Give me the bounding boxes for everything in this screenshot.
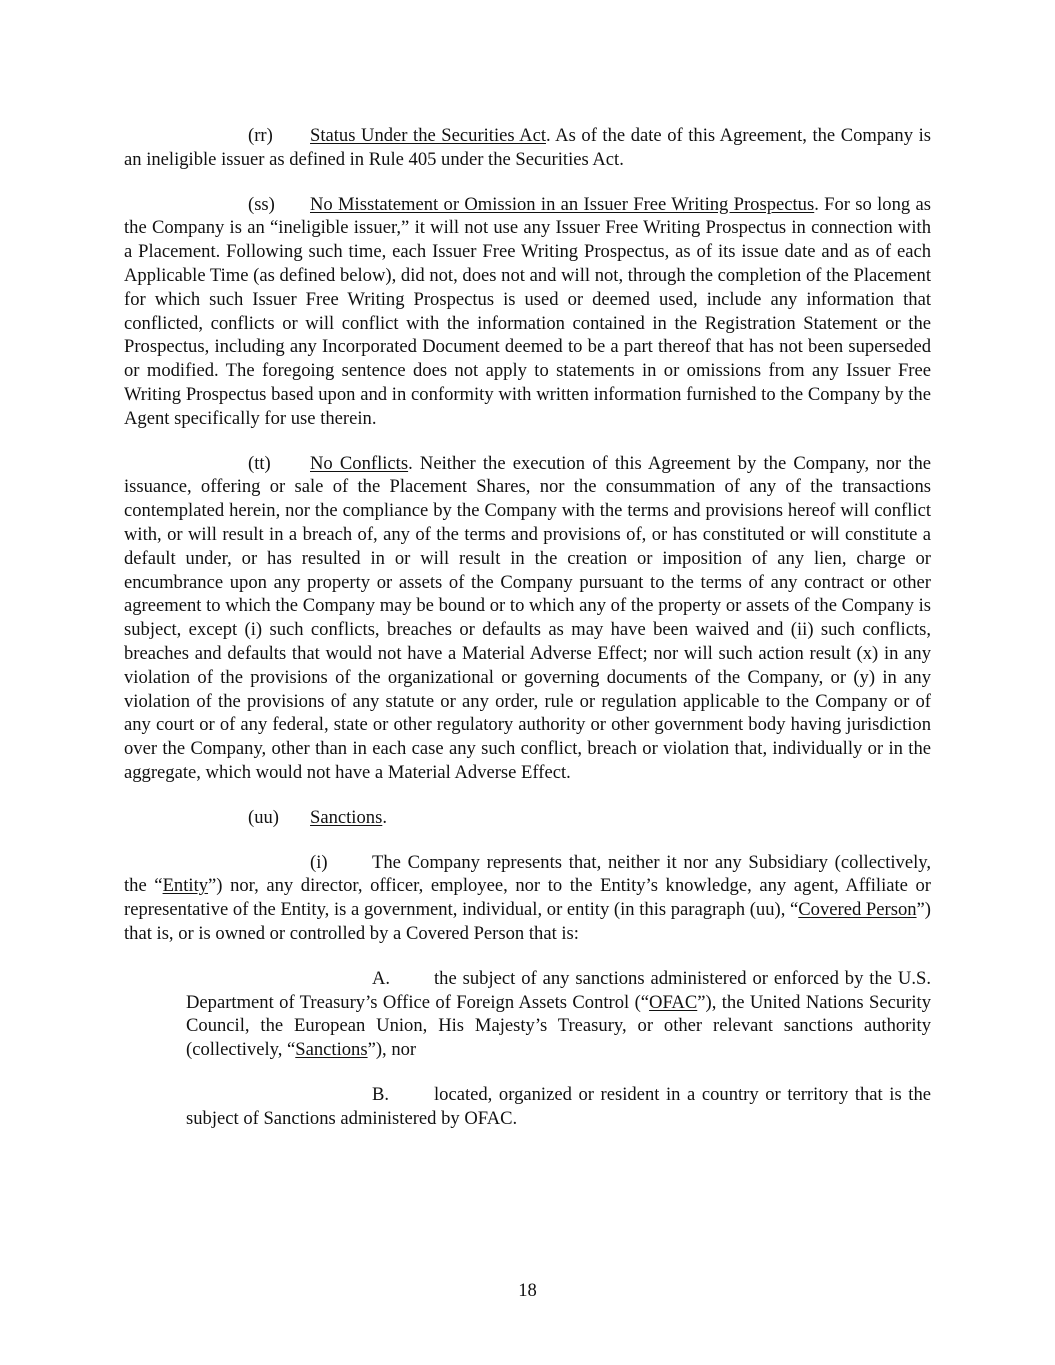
defined-term-sanctions: Sanctions	[295, 1039, 368, 1061]
section-heading: Status Under the Securities Act	[310, 125, 546, 146]
subsection-text-1: The Company represents that, neither it nor any Subsidiary (collectively, the “	[124, 851, 931, 897]
defined-term-entity: Entity	[162, 875, 209, 897]
clause-label: A.	[372, 967, 391, 989]
subsection-label: (i)	[310, 851, 328, 873]
defined-term-covered-person: Covered Person	[798, 899, 917, 921]
section-ss	[124, 193, 931, 431]
clause-label: B.	[372, 1083, 390, 1105]
section-text: . Neither the execution of this Agreement by the Company, nor the issuance, offering or sale of the Placement Shares, nor the consummation of any of the transactions contemplated herein, nor the compliance by the Company with the terms and provisions hereof will conflict with, or will result in a breach of, any of the terms and provisions of, or has constituted or will constitute a default under, or has resulted in or will result in the creation or imposition of any lien, charge or encumbrance upon any property or assets of the Company pursuant to the terms of any contract or other agreement to which the Company may be bound or to which any of the property or assets of the Company is subject, except (i) such conflicts, breaches or defaults as may have been waived and (ii) such conflicts, breaches and defaults that would not have a Material Adverse Effect; nor will such action result (x) in any violation of the provisions of the organizational or governing documents of the Company, or (y) in any violation of the provisions of any statute or any order, rule or regulation applicable to the Company or of any court or of any federal, state or other regulatory authority or other government body having jurisdiction over the Company, other than in each case any such conflict, breach or violation that, individually or in the aggregate, which would not have a Material Adverse Effect.	[124, 452, 931, 783]
section-text: . For so long as the Company is an “ineligible issuer,” it will not use any Issuer Free Writing Prospectus in connection with a Placement. Following such time, each Issuer Free Writing Prospectus, as of its issue date and as of each Applicable Time (as defined below), did not, does not and will not, through the completion of the Placement for which such Issuer Free Writing Prospectus is used or deemed used, include any information that conflicted, conflicts or will conflict with the information contained in the Registration Statement or the Prospectus, including any Incorporated Document deemed to be a part thereof that has not been superseded or modified. The foregoing sentence does not apply to statements in or omissions from any Issuer Free Writing Prospectus based upon and in conformity with written information furnished to the Company by the Agent specifically for use therein.	[124, 193, 931, 429]
subsection-text-3: ”) that is, or is owned or controlled by a Covered Person that is:	[124, 899, 931, 944]
section-label: (uu)	[248, 806, 279, 828]
clause-text-3: ”), nor	[367, 1039, 417, 1061]
subsection-uu-i	[124, 851, 931, 946]
section-rr	[124, 124, 931, 172]
section-label: (tt)	[248, 452, 271, 474]
section-label: (ss)	[248, 193, 275, 215]
section-heading: No Conflicts	[310, 452, 409, 474]
subsection-text-2: ”) nor, any director, officer, employee, nor to the Entity’s knowledge, any agent, Affiliate or representative of the Entity, is a government, individual, or entity (in this paragraph (uu), “	[124, 875, 932, 921]
clause-text-1: the subject of any sanctions administered or enforced by the U.S. Department of Treasury’s Office of Foreign Assets Control (“	[186, 967, 931, 1013]
document-page	[124, 124, 931, 1130]
clause-text: located, organized or resident in a country or territory that is the subject of Sanctions administered by OFAC.	[186, 1083, 931, 1129]
page-number: 18	[518, 1280, 537, 1301]
section-uu	[124, 806, 931, 830]
section-text: .	[382, 806, 387, 828]
clause-text-2: ”), the United Nations Security Council, the European Union, His Majesty’s Treasury, or other relevant sanctions authority (collectively, “	[186, 991, 931, 1061]
section-heading: No Misstatement or Omission in an Issuer Free Writing Prospectus	[310, 193, 815, 215]
defined-term-ofac: OFAC	[649, 991, 698, 1013]
section-text: . As of the date of this Agreement, the Company is an ineligible issuer as defined in Rule 405 under the Securities Act.	[124, 125, 931, 170]
clause-uu-b	[186, 1083, 931, 1131]
clause-uu-a	[186, 967, 931, 1062]
section-heading: Sanctions	[310, 806, 383, 828]
section-label: (rr)	[248, 125, 273, 146]
section-tt	[124, 452, 931, 785]
